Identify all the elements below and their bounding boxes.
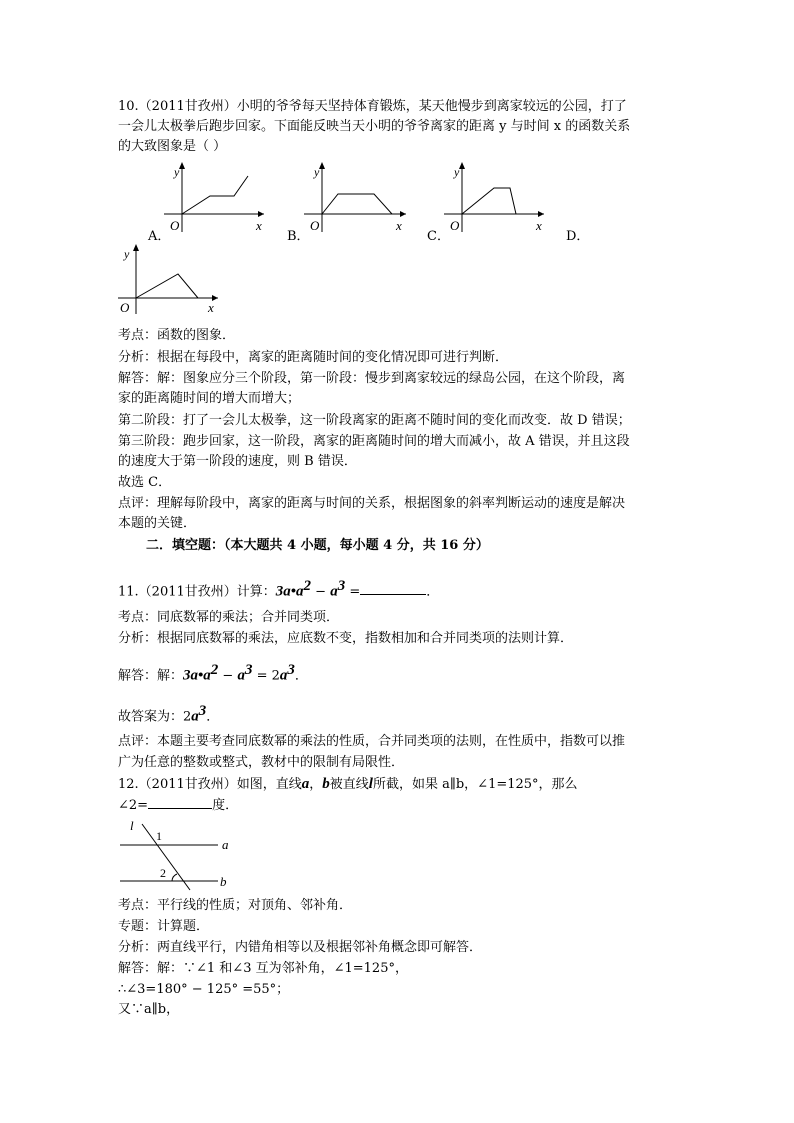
q12-l2-suffix: 度． xyxy=(212,798,239,813)
graph-c xyxy=(440,158,552,238)
section-2-title: 二．填空题： xyxy=(146,538,225,553)
q12-var-a: a xyxy=(301,776,310,792)
q12-l1-prefix: 12.（2011甘孜州）如图，直线 xyxy=(118,777,302,792)
q11-answer-prefix: 故答案为：2 xyxy=(118,709,192,725)
graph-d-x-label: x xyxy=(208,300,214,315)
q11-jieda-exp3: 3 xyxy=(244,662,253,678)
q10-jieda-2: 家的距离随时间的增大而增大； xyxy=(118,391,301,406)
q11-jieda-result-a: a xyxy=(279,667,288,684)
fig-line-l-label: l xyxy=(130,818,134,833)
q12-l2-prefix: ∠2= xyxy=(118,798,149,813)
q11-answer-blank[interactable] xyxy=(360,582,426,595)
graph-c-x-label: x xyxy=(536,218,542,233)
q10-line-3: 的大致图象是（ ） xyxy=(118,139,227,154)
graph-b-y-label: y xyxy=(314,165,320,179)
fig-angle-1-label: 1 xyxy=(156,829,162,843)
q12-answer-blank[interactable] xyxy=(148,796,212,809)
q10-jieda-1: 解答：解：图象应分三个阶段，第一阶段：慢步到离家较远的绿岛公园，在这个阶段，离 xyxy=(118,371,626,386)
q12-mid: 被直线 xyxy=(329,777,369,792)
q11-jieda-dot: • xyxy=(198,667,204,684)
q11-dianping-2: 广为任意的整数或整式，教材中的限制有局限性． xyxy=(118,755,405,770)
q10-fenxi: 分析：根据在每段中，离家的距离随时间的变化情况即可进行判断． xyxy=(118,350,509,365)
q12-zhuanti: 专题：计算题． xyxy=(118,919,210,934)
section-2-heading xyxy=(146,537,489,555)
q12-line-2 xyxy=(118,796,238,815)
q11-jieda-a: 3a xyxy=(183,667,199,684)
q11-expr-c: a xyxy=(330,583,338,600)
q10-jieda-4: 第三阶段：跑步回家，这一阶段，离家的距离随时间的增大而减小，故 A 错误，并且这段 xyxy=(118,434,630,449)
q11-stem xyxy=(118,577,439,601)
parallel-lines-figure xyxy=(114,814,244,894)
graph-a-y-label: y xyxy=(174,165,180,179)
graph-d xyxy=(114,238,224,318)
q11-jieda-result-exp: 3 xyxy=(287,662,295,678)
fig-line-b-label: b xyxy=(220,874,227,889)
q11-stem-text: 11.（2011甘孜州）计算： xyxy=(118,584,276,600)
fig-line-a-label: a xyxy=(222,837,229,852)
q11-fenxi: 分析：根据同底数幂的乘法，应底数不变，指数相加和合并同类项的法则计算． xyxy=(118,631,574,646)
q11-jieda xyxy=(118,661,308,685)
option-d-label: D． xyxy=(566,229,590,244)
section-2-note: （本大题共 4 小题，每小题 4 分，共 16 分） xyxy=(224,538,489,553)
q11-exp-2: 2 xyxy=(303,578,312,594)
q11-answer-exp: 3 xyxy=(198,703,207,719)
q11-jieda-result: = 2 xyxy=(252,668,280,684)
q10-line-2: 一会儿太极拳后跑步回家。下面能反映当天小明的爷爷离家的距离 y 与时间 x 的函数关系 xyxy=(118,119,631,134)
graph-c-y-label: y xyxy=(454,165,460,179)
q11-jieda-period: ． xyxy=(294,668,308,684)
q11-answer-a: a xyxy=(191,708,199,725)
q10-kaodian: 考点：函数的图象． xyxy=(118,328,236,343)
graph-c-origin: O xyxy=(450,218,460,233)
q11-dianping-1: 点评：本题主要考查同底数幂的乘法的性质，合并同类项的法则，在性质中，指数可以推 xyxy=(118,734,626,749)
q12-l1-suffix: 所截，如果 a∥b，∠1=125°，那么 xyxy=(372,777,578,792)
q11-jieda-c: a xyxy=(237,667,245,684)
q11-jieda-minus: − xyxy=(218,668,238,684)
q12-jieda-3: 又∵a∥b， xyxy=(118,1002,180,1017)
q11-period: ． xyxy=(426,584,440,600)
graph-b-origin: O xyxy=(310,218,320,233)
q11-eq: = xyxy=(345,584,361,600)
option-b-label: B． xyxy=(287,229,310,244)
q12-jieda-1: 解答：解：∵∠1 和∠3 互为邻补角，∠1=125°， xyxy=(118,961,408,976)
q10-answer: 故选 C． xyxy=(118,475,172,490)
q10-dianping-2: 本题的关键． xyxy=(118,516,197,531)
q11-kaodian: 考点：同底数幂的乘法；合并同类项． xyxy=(118,610,340,625)
graph-d-y-label: y xyxy=(124,247,130,261)
graph-b xyxy=(300,158,412,238)
q11-expr-b: a xyxy=(296,583,304,600)
q10-jieda-3: 第二阶段：打了一会儿太极拳，这一阶段离家的距离不随时间的变化而改变．故 D 错误； xyxy=(118,413,631,428)
graph-d-origin: O xyxy=(120,300,130,315)
option-a-label: A． xyxy=(148,229,171,244)
q12-kaodian: 考点：平行线的性质；对顶角、邻补角． xyxy=(118,898,353,913)
q12-fenxi: 分析：两直线平行，内错角相等以及根据邻补角概念即可解答． xyxy=(118,940,483,955)
q12-var-l: l xyxy=(368,776,373,792)
q10-line-1: 10.（2011甘孜州）小明的爷爷每天坚持体育锻炼，某天他慢步到离家较远的公园，打了 xyxy=(118,99,627,114)
q11-expr-a: 3a xyxy=(275,583,291,600)
q10-dianping-1: 点评：理解每阶段中，离家的距离与时间的关系，根据图象的斜率判断运动的速度是解决 xyxy=(118,496,626,511)
q11-jieda-exp2: 2 xyxy=(210,662,219,678)
q12-sep: ， xyxy=(309,777,323,792)
q12-line-1 xyxy=(118,775,578,794)
q11-answer xyxy=(118,702,219,726)
fig-angle-2-label: 2 xyxy=(160,866,166,880)
q12-var-b: b xyxy=(322,776,330,792)
q11-jieda-b: a xyxy=(203,667,211,684)
q11-expr-dot: • xyxy=(290,583,297,600)
q11-minus: − xyxy=(311,584,331,600)
q11-jieda-prefix: 解答：解： xyxy=(118,668,184,684)
graph-a xyxy=(160,158,270,238)
q11-exp-3: 3 xyxy=(337,578,346,594)
graph-a-origin: O xyxy=(170,218,180,233)
q12-jieda-2: ∴∠3=180° − 125° =55°； xyxy=(118,982,290,997)
option-c-label: C． xyxy=(427,229,450,244)
q10-jieda-5: 的速度大于第一阶段的速度，则 B 错误． xyxy=(118,454,357,469)
graph-a-x-label: x xyxy=(256,218,262,233)
graph-b-x-label: x xyxy=(396,218,402,233)
q11-answer-period: ． xyxy=(206,709,220,725)
